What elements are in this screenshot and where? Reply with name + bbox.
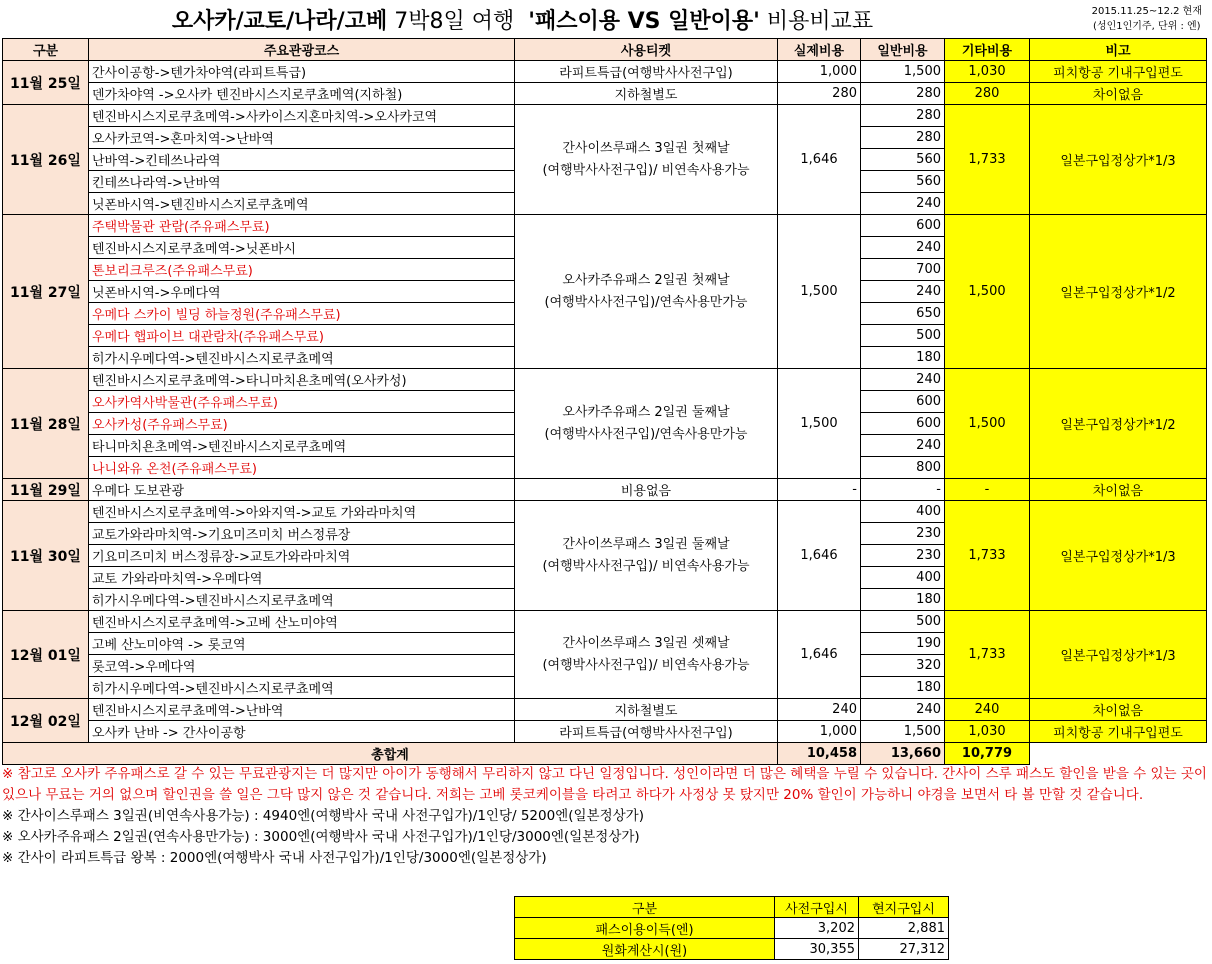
notes-section [2, 764, 1207, 869]
ticket-line2: (여행박사사전구입)/연속사용만가능 [544, 426, 748, 442]
normal-cost-cell: 1,500 [861, 721, 945, 743]
as-of-line2: (성인1인기주, 단위 : 엔) [1093, 21, 1201, 32]
ticket-cell [515, 215, 778, 369]
course-cell: 킨테쓰나라역->난바역 [89, 171, 515, 193]
normal-cost-cell: 280 [861, 127, 945, 149]
ticket-cell [515, 501, 778, 611]
course-cell: 오사카역사박물관(주유패스무료) [89, 391, 515, 413]
normal-cost-cell: 600 [861, 391, 945, 413]
course-cell: 텐진바시스지로쿠쵸메역->닛폰바시 [89, 237, 515, 259]
day-label-cell: 11월 30일 [3, 501, 89, 611]
course-cell: 고베 산노미야역 -> 롯코역 [89, 633, 515, 655]
note-cell: 일본구입정상가*1/2 [1030, 369, 1207, 479]
course-cell: 히가시우메다역->텐진바시스지로쿠쵸메역 [89, 589, 515, 611]
header-category: 구분 [3, 39, 89, 61]
actual-cost-cell: - [778, 479, 861, 501]
title-quoted: '패스이용 VS 일반이용' [528, 9, 760, 34]
course-cell: 텐진바시스지로쿠쵸메역->아와지역->교토 가와라마치역 [89, 501, 515, 523]
day-label-cell: 11월 26일 [3, 105, 89, 215]
ticket-line2: (여행박사사전구입)/ 비연속사용가능 [542, 657, 750, 673]
title-normal: 7박8일 여행 [394, 9, 515, 34]
table-row [3, 61, 1207, 83]
total-other: 10,779 [945, 743, 1030, 765]
actual-cost-cell: 240 [778, 699, 861, 721]
ticket-cell: 라피트특급(여행박사사전구입) [515, 721, 778, 743]
actual-cost-cell: 1,000 [778, 721, 861, 743]
normal-cost-cell: 560 [861, 149, 945, 171]
total-row [3, 743, 1207, 765]
note-cell: 피치항공 기내구입편도 [1030, 721, 1207, 743]
normal-cost-cell: - [861, 479, 945, 501]
ticket-cell: 라피트특급(여행박사사전구입) [515, 61, 778, 83]
ticket-cell [515, 611, 778, 699]
actual-cost-cell: 1,000 [778, 61, 861, 83]
total-actual: 10,458 [778, 743, 861, 765]
page-title [0, 4, 1045, 35]
summary-header-row [515, 897, 949, 918]
normal-cost-cell: 800 [861, 457, 945, 479]
normal-cost-cell: 320 [861, 655, 945, 677]
ticket-line1: 오사카주유패스 2일권 첫째날 [562, 272, 730, 288]
normal-cost-cell: 280 [861, 105, 945, 127]
other-cost-cell: 1,500 [945, 369, 1030, 479]
note-cell: 일본구입정상가*1/3 [1030, 105, 1207, 215]
table-row [3, 721, 1207, 743]
ticket-line1: 간사이쓰루패스 3일권 첫째날 [562, 140, 730, 156]
header-course: 주요관광코스 [89, 39, 515, 61]
normal-cost-cell: 190 [861, 633, 945, 655]
normal-cost-cell: 600 [861, 215, 945, 237]
note-cell: 일본구입정상가*1/2 [1030, 215, 1207, 369]
actual-cost-cell: 1,500 [778, 215, 861, 369]
day-label-cell: 12월 02일 [3, 699, 89, 743]
table-row [3, 611, 1207, 633]
summary-header-pre: 사전구입시 [775, 897, 859, 918]
ticket-line2: (여행박사사전구입)/ 비연속사용가능 [542, 558, 750, 574]
normal-cost-cell: 240 [861, 699, 945, 721]
header-normal: 일반비용 [861, 39, 945, 61]
actual-cost-cell: 1,646 [778, 611, 861, 699]
summary-row-label: 패스이용이득(엔) [515, 918, 775, 939]
actual-cost-cell: 1,646 [778, 105, 861, 215]
normal-cost-cell: 180 [861, 677, 945, 699]
as-of-note [1092, 4, 1202, 34]
ticket-line1: 간사이쓰루패스 3일권 셋째날 [562, 635, 730, 651]
ticket-cell [515, 369, 778, 479]
other-cost-cell: 280 [945, 83, 1030, 105]
other-cost-cell: - [945, 479, 1030, 501]
normal-cost-cell: 400 [861, 501, 945, 523]
other-cost-cell: 1,733 [945, 105, 1030, 215]
note-cell: 일본구입정상가*1/3 [1030, 611, 1207, 699]
note-cell: 일본구입정상가*1/3 [1030, 501, 1207, 611]
summary-row-local: 27,312 [859, 939, 949, 960]
table-row [3, 215, 1207, 237]
normal-cost-cell: 240 [861, 435, 945, 457]
summary-row [515, 918, 949, 939]
course-cell: 교토 가와라마치역->우메다역 [89, 567, 515, 589]
other-cost-cell: 1,733 [945, 611, 1030, 699]
course-cell: 닛폰바시역->우메다역 [89, 281, 515, 303]
normal-cost-cell: 180 [861, 347, 945, 369]
ticket-cell: 지하철별도 [515, 699, 778, 721]
course-cell: 오사카 난바 -> 간사이공항 [89, 721, 515, 743]
course-cell: 우메다 도보관광 [89, 479, 515, 501]
header-note: 비고 [1030, 39, 1207, 61]
note-line2: ※ 오사카주유패스 2일권(연속사용만가능) : 3000엔(여행박사 국내 사전구입가)/1인당/3000엔(일본정상가) [2, 829, 640, 845]
day-label-cell: 12월 01일 [3, 611, 89, 699]
table-row [3, 501, 1207, 523]
note-line3: ※ 간사이 라피트특급 왕복 : 2000엔(여행박사 국내 사전구입가)/1인당/3000엔(일본정상가) [2, 850, 547, 866]
header-row [3, 39, 1207, 61]
course-cell: 타니마치욘초메역->텐진바시스지로쿠쵸메역 [89, 435, 515, 457]
course-cell: 톤보리크루즈(주유패스무료) [89, 259, 515, 281]
course-cell: 롯코역->우메다역 [89, 655, 515, 677]
course-cell: 히가시우메다역->텐진바시스지로쿠쵸메역 [89, 677, 515, 699]
course-cell: 주택박물관 관람(주유패스무료) [89, 215, 515, 237]
header-actual: 실제비용 [778, 39, 861, 61]
normal-cost-cell: 1,500 [861, 61, 945, 83]
cost-comparison-table [2, 38, 1207, 765]
normal-cost-cell: 240 [861, 281, 945, 303]
table-row [3, 105, 1207, 127]
course-cell: 간사이공항->텐가차야역(라피트특급) [89, 61, 515, 83]
course-cell: 덴가차야역 ->오사카 텐진바시스지로쿠쵸메역(지하철) [89, 83, 515, 105]
note-cell: 피치항공 기내구입편도 [1030, 61, 1207, 83]
course-cell: 오사카성(주유패스무료) [89, 413, 515, 435]
header-other: 기타비용 [945, 39, 1030, 61]
course-cell: 오사카코역->혼마치역->난바역 [89, 127, 515, 149]
table-row [3, 479, 1207, 501]
course-cell: 텐진바시스지로쿠쵸메역->고베 산노미야역 [89, 611, 515, 633]
other-cost-cell: 240 [945, 699, 1030, 721]
normal-cost-cell: 280 [861, 83, 945, 105]
header-ticket: 사용티켓 [515, 39, 778, 61]
summary-header-local: 현지구입시 [859, 897, 949, 918]
normal-cost-cell: 500 [861, 611, 945, 633]
table-row [3, 369, 1207, 391]
normal-cost-cell: 240 [861, 193, 945, 215]
other-cost-cell: 1,030 [945, 61, 1030, 83]
actual-cost-cell: 1,500 [778, 369, 861, 479]
normal-cost-cell: 500 [861, 325, 945, 347]
normal-cost-cell: 180 [861, 589, 945, 611]
summary-row-label: 원화계산시(원) [515, 939, 775, 960]
normal-cost-cell: 230 [861, 523, 945, 545]
course-cell: 텐진바시스지로쿠쵸메역->난바역 [89, 699, 515, 721]
ticket-line1: 간사이쓰루패스 3일권 둘째날 [562, 536, 730, 552]
title-suffix: 비용비교표 [766, 9, 874, 34]
ticket-line1: 오사카주유패스 2일권 둘째날 [562, 404, 730, 420]
actual-cost-cell: 1,646 [778, 501, 861, 611]
course-cell: 우메다 햅파이브 대관람차(주유패스무료) [89, 325, 515, 347]
as-of-line1: 2015.11.25~12.2 현재 [1091, 6, 1202, 17]
note-line1: ※ 간사이스루패스 3일권(비연속사용가능) : 4940엔(여행박사 국내 사전구입가)/1인당/ 5200엔(일본정상가) [2, 808, 644, 824]
note-cell: 차이없음 [1030, 699, 1207, 721]
ticket-cell: 지하철별도 [515, 83, 778, 105]
normal-cost-cell: 240 [861, 369, 945, 391]
course-cell: 우메다 스카이 빌딩 하늘정원(주유패스무료) [89, 303, 515, 325]
course-cell: 기요미즈미치 버스정류장->교토가와라마치역 [89, 545, 515, 567]
note-cell: 차이없음 [1030, 83, 1207, 105]
summary-row-pre: 30,355 [775, 939, 859, 960]
ticket-line2: (여행박사사전구입)/ 비연속사용가능 [542, 162, 750, 178]
normal-cost-cell: 560 [861, 171, 945, 193]
title-bold: 오사카/교토/나라/고베 [171, 9, 388, 34]
table-row [3, 83, 1207, 105]
total-empty [1030, 743, 1207, 765]
title-bar [0, 0, 1212, 38]
day-label-cell: 11월 29일 [3, 479, 89, 501]
course-cell: 난바역->킨테쓰나라역 [89, 149, 515, 171]
normal-cost-cell: 230 [861, 545, 945, 567]
total-normal: 13,660 [861, 743, 945, 765]
day-label-cell: 11월 28일 [3, 369, 89, 479]
day-label-cell: 11월 27일 [3, 215, 89, 369]
summary-header-label: 구분 [515, 897, 775, 918]
ticket-cell: 비용없음 [515, 479, 778, 501]
summary-table [514, 896, 949, 960]
summary-row-local: 2,881 [859, 918, 949, 939]
other-cost-cell: 1,500 [945, 215, 1030, 369]
course-cell: 닛폰바시역->텐진바시스지로쿠쵸메역 [89, 193, 515, 215]
day-label-cell: 11월 25일 [3, 61, 89, 105]
course-cell: 히가시우메다역->텐진바시스지로쿠쵸메역 [89, 347, 515, 369]
summary-row [515, 939, 949, 960]
normal-cost-cell: 240 [861, 237, 945, 259]
normal-cost-cell: 400 [861, 567, 945, 589]
course-cell: 나니와유 온천(주유패스무료) [89, 457, 515, 479]
normal-cost-cell: 600 [861, 413, 945, 435]
course-cell: 텐진바시스지로쿠쵸메역->타니마치욘초메역(오사카성) [89, 369, 515, 391]
course-cell: 텐진바시스지로쿠쵸메역->사카이스지혼마치역->오사카코역 [89, 105, 515, 127]
other-cost-cell: 1,030 [945, 721, 1030, 743]
red-note: ※ 참고로 오사카 주유패스로 갈 수 있는 무료관광지는 더 많지만 아이가 동행해서 무리하지 않고 다닌 일정입니다. 성인이라면 더 많은 혜택을 누릴 수 있습니다. 간사이 스루 패스도 할인을 받을 수 있는 곳이 있으나 무료는 거의 없으며 할인권을 쓸 일은 그닥 많지 않은 것 같습니다. 저희는 고베 롯코케이블을 타려고 하다가 사정상 못 탔지만 20% 할인이 가능하니 야경을 보면서 타 볼 만할 것 같습니다. [2, 766, 1207, 803]
note-cell: 차이없음 [1030, 479, 1207, 501]
total-label: 총합계 [3, 743, 778, 765]
ticket-cell [515, 105, 778, 215]
ticket-line2: (여행박사사전구입)/연속사용만가능 [544, 294, 748, 310]
actual-cost-cell: 280 [778, 83, 861, 105]
table-row [3, 699, 1207, 721]
course-cell: 교토가와라마치역->기요미즈미치 버스정류장 [89, 523, 515, 545]
normal-cost-cell: 700 [861, 259, 945, 281]
normal-cost-cell: 650 [861, 303, 945, 325]
summary-row-pre: 3,202 [775, 918, 859, 939]
other-cost-cell: 1,733 [945, 501, 1030, 611]
